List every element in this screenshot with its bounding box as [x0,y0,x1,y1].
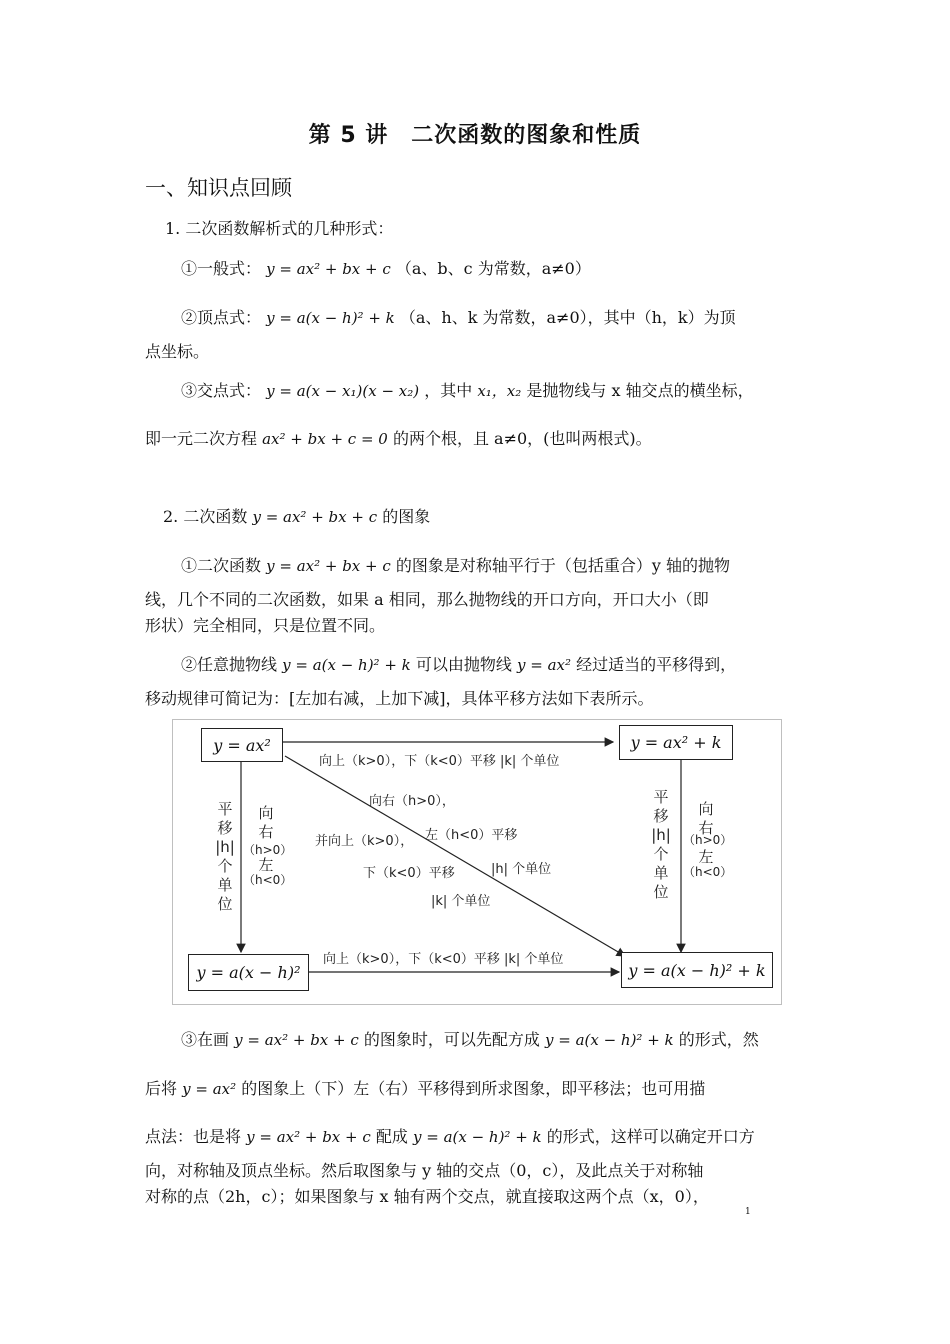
p1-line3: 形状）完全相同，只是位置不同。 [145,616,386,635]
p1-b: 的图象是对称轴平行于（包括重合）y 轴的抛物 [395,556,731,575]
label-top: 向上（k>0），下（k<0）平移 |k| 个单位 [319,754,560,769]
section-heading: 一、知识点回顾 [145,176,292,200]
p3-line3-b: 配成 [375,1127,408,1146]
right-dir-label: 向 右 [698,800,714,837]
p2-formula2: y = ax² [516,656,571,674]
p3-line4: 向，对称轴及顶点坐标。然后取图象与 y 轴的交点（0，c），及此点关于对称轴 [145,1161,704,1180]
label-diag-1: 向右（h>0）， [369,794,455,809]
vertex-note: （a、h、k 为常数，a≠0），其中（h，k）为顶 [399,308,736,327]
p3-line3-a: 点法：也是将 [145,1127,242,1146]
general-form-line [181,258,591,280]
left-cond1: （h>0） [243,843,293,857]
intercept-line2-b: 的两个根，且 a≠0，(也叫两根式)。 [392,429,652,448]
label-diag-6: |k| 个单位 [431,894,491,909]
vertex-form-line [181,307,736,329]
p3-line2-formula: y = ax² [182,1080,237,1098]
p2-line1 [181,654,736,676]
left-dir2: 左 [258,856,274,874]
label-diag-4: 下（k<0）平移 [363,866,455,881]
arrow-diagonal [285,756,625,956]
item2-heading [163,506,430,528]
box-bottom-left: y = a(x − h)² [188,954,309,991]
right-main-label: 平 移 |h| 个 单 位 [651,788,671,901]
label-diag-5: |h| 个单位 [491,862,552,877]
box-bottom-right: y = a(x − h)² + k [621,952,773,988]
p3-a: ③在画 [181,1030,230,1049]
p3-line1 [181,1029,759,1051]
vertex-label: ②顶点式： [181,308,262,327]
vertex-formula: y = a(x − h)² + k [266,309,395,327]
item2-heading-b: 的图象 [382,507,431,526]
general-formula: y = ax² + bx + c [266,260,391,278]
right-dir2: 左 [698,848,714,866]
right-cond2: （h<0） [683,865,733,879]
label-diag-3: 左（h<0）平移 [425,828,518,843]
intercept-line2-formula: ax² + bx + c = 0 [262,430,388,448]
intercept-line2 [145,428,652,450]
intercept-line2-a: 即一元二次方程 [145,429,258,448]
subscript-mark: 1 [745,1207,751,1217]
p3-formula: y = ax² + bx + c [234,1031,359,1049]
p3-line3-formula2: y = a(x − h)² + k [412,1128,542,1146]
intercept-label: ③交点式： [181,381,262,400]
p1-line1 [181,555,730,577]
intercept-form-line [181,380,754,402]
p2-formula: y = a(x − h)² + k [282,656,411,674]
intercept-formula: y = a(x − x₁)(x − x₂) [266,382,420,400]
p2-c: 经过适当的平移得到， [576,655,737,674]
left-cond2: （h<0） [243,873,293,887]
box-top-left: y = ax² [201,728,283,762]
p3-line2-a: 后将 [145,1079,178,1098]
right-cond1: （h>0） [683,833,733,847]
p3-c: 的形式，然 [678,1030,759,1049]
box-top-right: y = ax² + k [619,725,733,760]
item2-heading-formula: y = ax² + bx + c [252,508,378,526]
p2-a: ②任意抛物线 [181,655,278,674]
p2-line2: 移动规律可简记为：[左加右减，上加下减]，具体平移方法如下表所示。 [145,689,654,708]
general-label: ①一般式： [181,259,262,278]
p3-line3-c: 的形式，这样可以确定开口方 [546,1127,755,1146]
general-note: （a、b、c 为常数，a≠0） [395,259,591,278]
vertex-note-line2: 点坐标。 [145,342,210,361]
intercept-note-a: ，其中 [424,381,473,400]
page-title: 第 5 讲 二次函数的图象和性质 [308,123,642,148]
left-main-label: 平 移 |h| 个 单 位 [215,800,235,913]
p1-a: ①二次函数 [181,556,262,575]
p1-formula: y = ax² + bx + c [266,557,391,575]
item1-heading: 1. 二次函数解析式的几种形式： [165,219,394,238]
p2-b: 可以由抛物线 [415,655,512,674]
translation-diagram [172,719,782,1005]
p3-line2-b: 的图象上（下）左（右）平移得到所求图象，即平移法；也可用描 [241,1079,706,1098]
p3-formula2: y = a(x − h)² + k [544,1031,674,1049]
p3-line5: 对称的点（2h，c）；如果图象与 x 轴有两个交点，就直接取这两个点（x，0）， [145,1187,709,1206]
item2-heading-a: 2. 二次函数 [163,507,248,526]
label-bottom: 向上（k>0），下（k<0）平移 |k| 个单位 [323,952,564,967]
intercept-vars: x₁，x₂ [477,382,522,400]
p1-line2: 线，几个不同的二次函数，如果 a 相同，那么抛物线的开口方向，开口大小（即 [145,590,709,609]
p3-line3-formula: y = ax² + bx + c [246,1128,371,1146]
p3-line3 [145,1126,755,1148]
p3-line2 [145,1078,705,1100]
p3-b: 的图象时，可以先配方成 [363,1030,540,1049]
left-dir-label: 向 右 [258,804,274,841]
label-diag-2: 并向上（k>0）， [315,834,414,849]
intercept-note-b: 是抛物线与 x 轴交点的横坐标， [526,381,754,400]
